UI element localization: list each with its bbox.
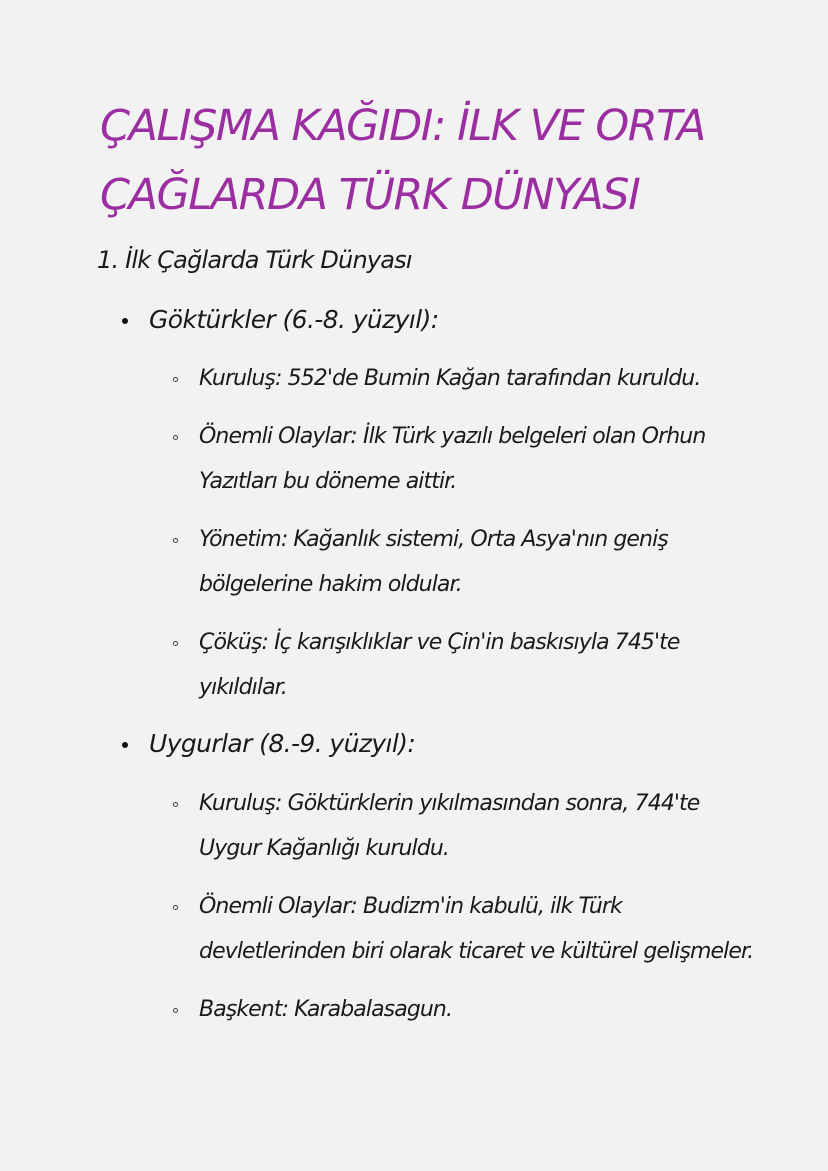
hollow-bullet-icon — [173, 538, 178, 543]
list-item-text: Yönetim: Kağanlık sistemi, Orta Asya'nın geniş bölgelerine hakim oldular. — [199, 527, 668, 597]
list-item-text: Kuruluş: 552'de Bumin Kağan tarafından kuruldu. — [199, 366, 701, 391]
list-item-text: Önemli Olaylar: İlk Türk yazılı belgeleri olan Orhun Yazıtları bu döneme aittir. — [199, 424, 706, 494]
list-item — [170, 517, 710, 607]
list-item — [170, 620, 710, 710]
list-item — [170, 356, 710, 401]
hollow-bullet-icon — [173, 641, 178, 646]
state-heading-text: Uygurlar (8.-9. yüzyıl): — [149, 729, 416, 758]
list-item — [170, 781, 710, 871]
list-item — [170, 987, 710, 1032]
hollow-bullet-icon — [173, 905, 178, 910]
section-heading: 1. İlk Çağlarda Türk Dünyası — [97, 246, 412, 274]
hollow-bullet-icon — [173, 435, 178, 440]
list-item-text: Başkent: Karabalasagun. — [199, 997, 453, 1022]
list-item-text: Önemli Olaylar: Budizm'in kabulü, ilk Türk devletlerinden biri olarak ticaret ve kültürel gelişmeler. — [199, 894, 754, 964]
hollow-bullet-icon — [173, 377, 178, 382]
hollow-bullet-icon — [173, 1008, 178, 1013]
list-item — [170, 414, 710, 504]
worksheet-title — [100, 92, 740, 230]
title-line-2: ÇAĞLARDA TÜRK DÜNYASI — [100, 170, 640, 220]
list-item — [170, 884, 754, 974]
filled-bullet-icon — [122, 742, 128, 748]
list-item-text: Çöküş: İç karışıklıklar ve Çin'in baskısıyla 745'te yıkıldılar. — [199, 630, 680, 700]
hollow-bullet-icon — [173, 802, 178, 807]
title-line-1: ÇALIŞMA KAĞIDI: İLK VE ORTA — [100, 101, 705, 151]
list-item-text: Kuruluş: Göktürklerin yıkılmasından sonra, 744'te Uygur Kağanlığı kuruldu. — [199, 791, 700, 861]
filled-bullet-icon — [122, 318, 128, 324]
state-heading-text: Göktürkler (6.-8. yüzyıl): — [149, 305, 439, 334]
